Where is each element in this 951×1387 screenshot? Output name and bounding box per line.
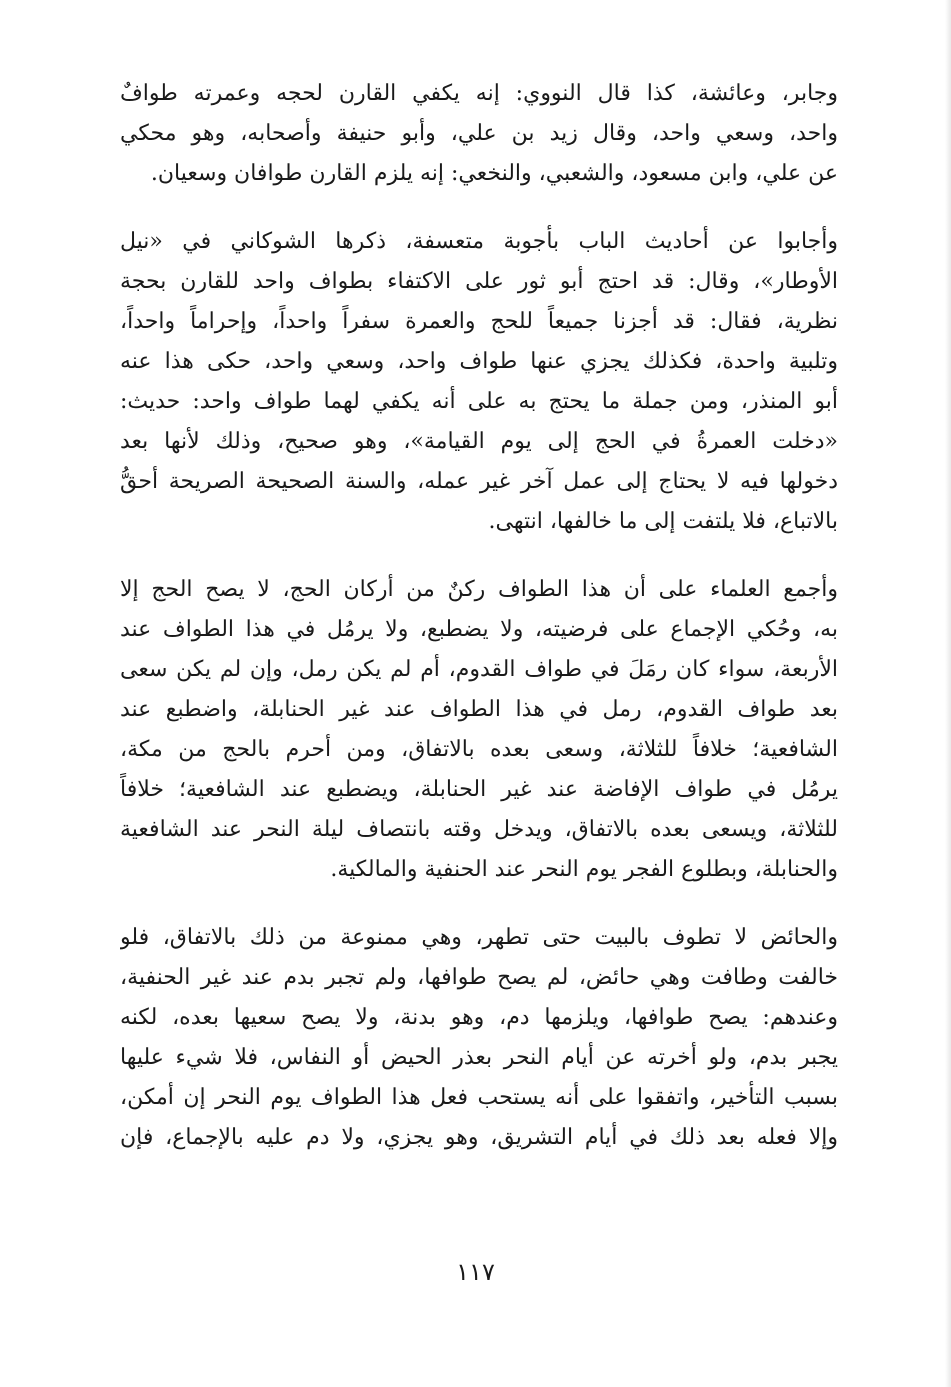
text-line: بعد طواف القدوم، رمل في هذا الطواف عند غير الحنابلة، واضطبع عند	[120, 697, 838, 722]
text-line: وجابر، وعائشة، كذا قال النووي: إنه يكفي القارن لحجه وعمرته طوافٌ	[120, 81, 838, 106]
paragraph-2	[120, 222, 838, 542]
body-text	[120, 74, 838, 1186]
text-line: وتلبية واحدة، فكذلك يجزي عنها طواف واحد، وسعي واحد، حكى هذا عنه	[120, 349, 838, 374]
text-line: والحائض لا تطوف بالبيت حتى تطهر، وهي ممنوعة من ذلك بالاتفاق، فلو	[120, 925, 838, 950]
text-line: نظرية، فقال: قد أجزنا جميعاً للحج والعمرة سفراً واحداً، وإحراماً واحداً،	[120, 309, 838, 334]
text-line: دخولها فيه لا يحتاج إلى عمل آخر غير عمله، والسنة الصحيحة الصريحة أحقُّ	[120, 469, 838, 494]
page-number: ١١٧	[456, 1258, 495, 1286]
text-line: خالفت وطافت وهي حائض، لم يصح طوافها، ولم تجبر بدم عند غير الحنفية،	[120, 965, 838, 990]
text-line: يجبر بدم، ولو أخرته عن أيام النحر بعذر الحيض أو النفاس، فلا شيء عليها	[120, 1045, 838, 1070]
text-line: بالاتباع، فلا يلتفت إلى ما خالفها، انتهى.	[488, 509, 838, 534]
paragraph-4	[120, 918, 838, 1158]
text-line: به، وحُكي الإجماع على فرضيته، ولا يضطبع، ولا يرمُل في هذا الطواف عند	[120, 617, 838, 642]
text-line: بسبب التأخير، واتفقوا على أنه يستحب فعل هذا الطواف يوم النحر إن أمكن،	[120, 1085, 838, 1110]
text-line: الأوطار»، وقال: قد احتج أبو ثور على الاكتفاء بطواف واحد للقارن بحجة	[120, 269, 838, 294]
text-line: وعندهم: يصح طوافها، ويلزمها دم، وهو بدنة، ولا يصح سعيها بعده، لكنه	[120, 1005, 838, 1030]
paragraph-1	[120, 74, 838, 194]
text-line: وأجمع العلماء على أن هذا الطواف ركنٌ من أركان الحج، لا يصح الحج إلا	[120, 577, 838, 602]
text-line: الأربعة، سواء كان رمَلَ في طواف القدوم، أم لم يكن رمل، وإن لم يكن سعى	[120, 657, 838, 682]
text-line: أبو المنذر، ومن جملة ما يحتج به على أنه يكفي لهما طواف واحد: حديث:	[120, 389, 838, 414]
text-line: الشافعية؛ خلافاً للثلاثة، وسعى بعده بالاتفاق، ومن أحرم بالحج من مكة،	[120, 737, 838, 762]
text-line: عن علي، وابن مسعود، والشعبي، والنخعي: إنه يلزم القارن طوافان وسعيان.	[150, 161, 838, 186]
text-line: وأجابوا عن أحاديث الباب بأجوبة متعسفة، ذكرها الشوكاني في «نيل	[120, 229, 838, 254]
paragraph-3	[120, 570, 838, 890]
text-line: واحد، وسعي واحد، وقال زيد بن علي، وأبو حنيفة وأصحابه، وهو محكي	[120, 121, 838, 146]
text-line: يرمُل في طواف الإفاضة عند غير الحنابلة، ويضطبع عند الشافعية؛ خلافاً	[120, 777, 838, 802]
page-edge	[945, 0, 951, 1387]
text-line: للثلاثة، ويسعى بعده بالاتفاق، ويدخل وقته بانتصاف ليلة النحر عند الشافعية	[120, 817, 838, 842]
text-line: وإلا فعله بعد ذلك في أيام التشريق، وهو يجزي، ولا دم عليه بالإجماع، فإن	[120, 1125, 838, 1150]
text-line: والحنابلة، وبطلوع الفجر يوم النحر عند الحنفية والمالكية.	[330, 857, 838, 882]
text-line: «دخلت العمرةُ في الحج إلى يوم القيامة»، وهو صحيح، وذلك لأنها بعد	[120, 429, 838, 454]
